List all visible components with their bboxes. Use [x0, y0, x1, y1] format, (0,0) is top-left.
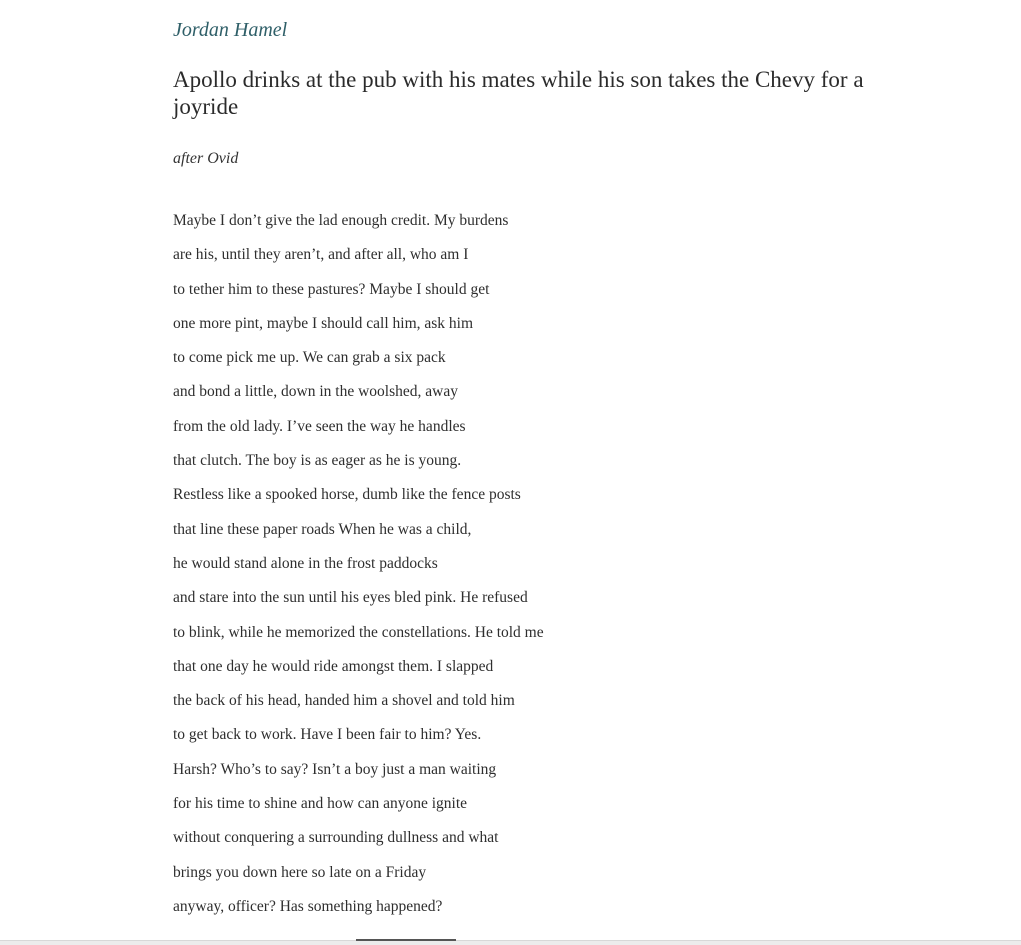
poem-line: to get back to work. Have I been fair to him? Yes.: [173, 726, 482, 744]
poem-line: for his time to shine and how can anyone ignite: [173, 795, 468, 813]
epigraph: after Ovid: [173, 150, 239, 167]
poem-body: [173, 207, 544, 927]
poem-title: Apollo drinks at the pub with his mates while his son takes the Chevy for a joyride: [173, 67, 864, 119]
poem-line: and bond a little, down in the woolshed, away: [173, 383, 458, 401]
poem-line: to tether him to these pastures? Maybe I should get: [173, 280, 490, 298]
poem-line: that one day he would ride amongst them. I slapped: [173, 657, 494, 675]
poem-line: that line these paper roads When he was a child,: [173, 520, 472, 538]
poem-line: he would stand alone in the frost paddocks: [173, 554, 438, 572]
poem-line: are his, until they aren’t, and after all, who am I: [173, 246, 469, 264]
horizontal-scrollbar[interactable]: [0, 940, 1021, 945]
poem-line: one more pint, maybe I should call him, ask him: [173, 314, 474, 332]
poem-line: from the old lady. I’ve seen the way he handles: [173, 417, 466, 435]
poem-line: Maybe I don’t give the lad enough credit. My burdens: [173, 212, 509, 229]
poem-line: to come pick me up. We can grab a six pack: [173, 349, 446, 367]
poem-line: that clutch. The boy is as eager as he is young.: [173, 452, 462, 470]
poem-line: the back of his head, handed him a shovel and told him: [173, 692, 515, 710]
poem-line: Harsh? Who’s to say? Isn’t a boy just a man waiting: [173, 760, 497, 778]
poem-line: without conquering a surrounding dullness and what: [173, 829, 499, 847]
scrollbar-thumb[interactable]: [356, 939, 456, 941]
poem-line: Restless like a spooked horse, dumb like the fence posts: [173, 486, 521, 504]
poem-line: to blink, while he memorized the constellations. He told me: [173, 623, 544, 641]
author-name[interactable]: Jordan Hamel: [173, 19, 288, 41]
poem-line: anyway, officer? Has something happened?: [173, 897, 443, 915]
poem-line: and stare into the sun until his eyes bled pink. He refused: [173, 589, 528, 607]
poem-line: brings you down here so late on a Friday: [173, 863, 427, 881]
